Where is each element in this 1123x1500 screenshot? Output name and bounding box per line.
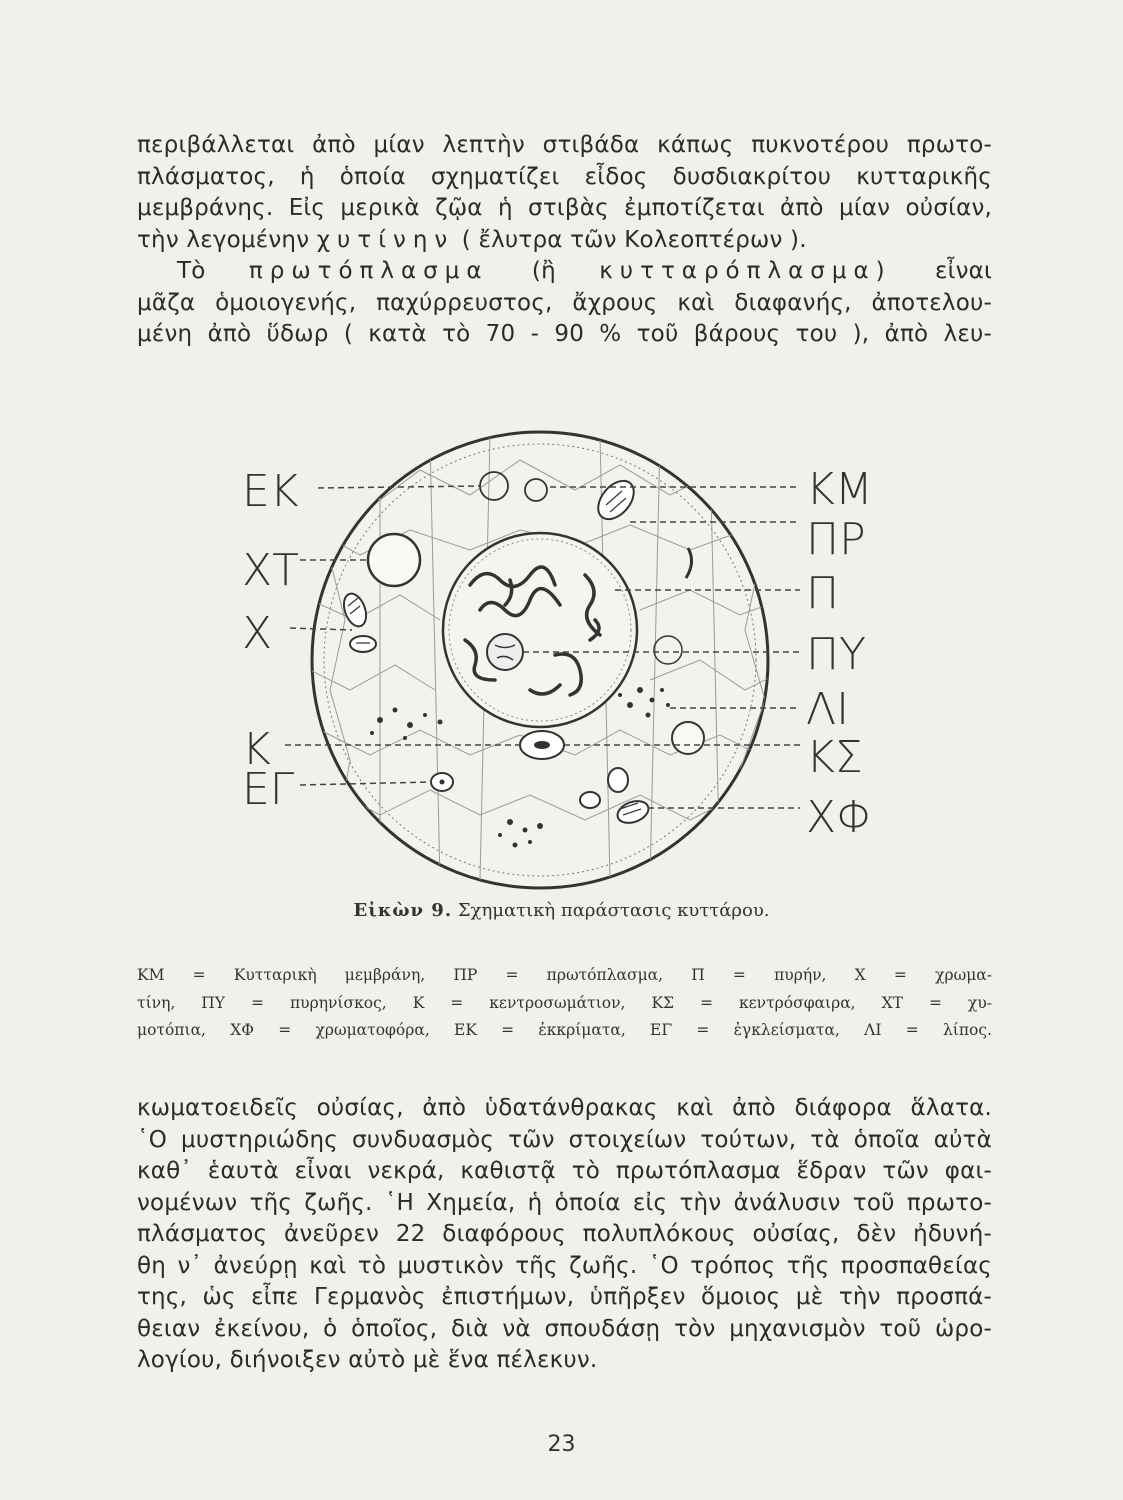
nucleus <box>443 533 637 727</box>
text-line: της, ὡς εἶπε Γερμανὸς ἐπιστήμων, ὑπῆρξεν ὅμοιος μὲ τὴν προσπά- <box>137 1284 992 1310</box>
nucleolus <box>487 634 523 670</box>
legend-line: τίνη, ΠΥ = πυρηνίσκος, Κ = κεντροσωμάτιον, ΚΣ = κεντρόσφαιρα, ΧΤ = χυ- <box>137 993 992 1012</box>
label-ch: Χ <box>242 608 273 659</box>
text-line: κωματοειδεῖς οὐσίας, ἀπὸ ὑδατάνθρακας καὶ ἀπὸ διάφορα ἅλατα. <box>137 1095 992 1121</box>
figure-caption <box>0 900 1123 921</box>
label-pr: ΠΡ <box>806 514 866 565</box>
page-number: 23 <box>547 1432 576 1457</box>
paragraph-bottom <box>137 1093 992 1377</box>
label-ek: ΕΚ <box>242 466 299 517</box>
text-line: λογίου, διήνοιξεν αὐτὸ μὲ ἕνα πέλεκυν. <box>137 1347 598 1373</box>
text-fragment: τὴν λεγομένην <box>137 226 310 253</box>
inclusion-dot <box>440 780 445 785</box>
centriole <box>534 741 550 749</box>
label-km: ΚΜ <box>806 464 873 515</box>
text-line: πλάσματος ἀνεῦρεν 22 διαφόρους πολυπλόκους οὐσίας, δὲν ἠδυνή- <box>137 1221 992 1247</box>
text-line: περιβάλλεται ἀπὸ μίαν λεπτὴν στιβάδα κάπως πυκνοτέρου πρωτο- <box>137 132 992 158</box>
caption-text: Σχηματικὴ παράστασις κυττάρου. <box>457 900 770 921</box>
term-chitin: χυτίνην <box>316 226 455 253</box>
label-chf: ΧΦ <box>806 792 874 843</box>
label-li: ΛΙ <box>806 684 850 735</box>
text-line: μεμβράνης. Εἰς μερικὰ ζῷα ἡ στιβὰς ἐμποτίζεται ἀπὸ μίαν οὐσίαν, <box>137 195 992 221</box>
label-p: Π <box>806 568 840 619</box>
label-ks: ΚΣ <box>806 732 863 783</box>
vacuole <box>368 534 420 586</box>
text-fragment: ( ἔλυτρα τῶν Κολεοπτέρων ). <box>461 226 807 253</box>
text-line: νομένων τῆς ζωῆς. ῾Η Χημεία, ἡ ὁποία εἰς τὴν ἀνάλυσιν τοῦ πρωτο- <box>137 1189 992 1216</box>
caption-number: Εἰκὼν 9. <box>353 900 453 921</box>
legend-line: ΚΜ = Κυτταρικὴ μεμβράνη, ΠΡ = πρωτόπλασμα, Π = πυρήν, Χ = χρωμα- <box>137 966 992 984</box>
term-cytoplasm: κυτταρόπλασμα) <box>599 258 892 284</box>
text-line: μᾶζα ὁμοιογενής, παχύρρευστος, ἄχρους καὶ διαφανής, ἀποτελου- <box>137 289 992 316</box>
term-protoplasm: πρωτόπλασμα <box>248 258 489 284</box>
label-eg: ΕΓ <box>242 764 295 815</box>
label-py: ΠΥ <box>806 629 866 680</box>
text-line: πλάσματος, ἡ ὁποία σχηματίζει εἶδος δυσδιακρίτου κυτταρικῆς <box>137 163 992 190</box>
figure-legend <box>137 962 992 1045</box>
text-fragment: (ἢ <box>531 258 556 284</box>
text-line: θειαν ἐκείνου, ὁ ὁποῖος, διὰ νὰ σπουδάσῃ τὸν μηχανισμὸν τοῦ ὡρο- <box>137 1315 992 1342</box>
text-line: καθ᾽ ἑαυτὰ εἶναι νεκρά, καθιστᾷ τὸ πρωτόπλασμα ἕδραν τῶν φαι- <box>137 1158 992 1184</box>
text-line: θη ν᾽ ἀνεύρῃ καὶ τὸ μυστικὸν τῆς ζωῆς. ῾Ο τρόπος τῆς προσπαθείας <box>137 1252 992 1279</box>
label-cht: ΧΤ <box>242 545 300 596</box>
text-fragment: Τὸ <box>177 258 206 284</box>
text-fragment: εἶναι <box>934 258 992 284</box>
text-line: ῾Ο μυστηριώδης συνδυασμὸς τῶν στοιχείων τούτων, τὰ ὁποῖα αὐτὰ <box>137 1126 992 1153</box>
legend-line: μοτόπια, ΧΦ = χρωματοφόρα, ΕΚ = ἐκκρίματα, ΕΓ = ἐγκλείσματα, ΛΙ = λίπος. <box>137 1021 992 1039</box>
label-k: Κ <box>242 724 271 775</box>
text-line: μένη ἀπὸ ὕδωρ ( κατὰ τὸ 70 - 90 % τοῦ βάρους του ), ἀπὸ λευ- <box>137 321 992 347</box>
vacuole-small <box>672 722 704 754</box>
